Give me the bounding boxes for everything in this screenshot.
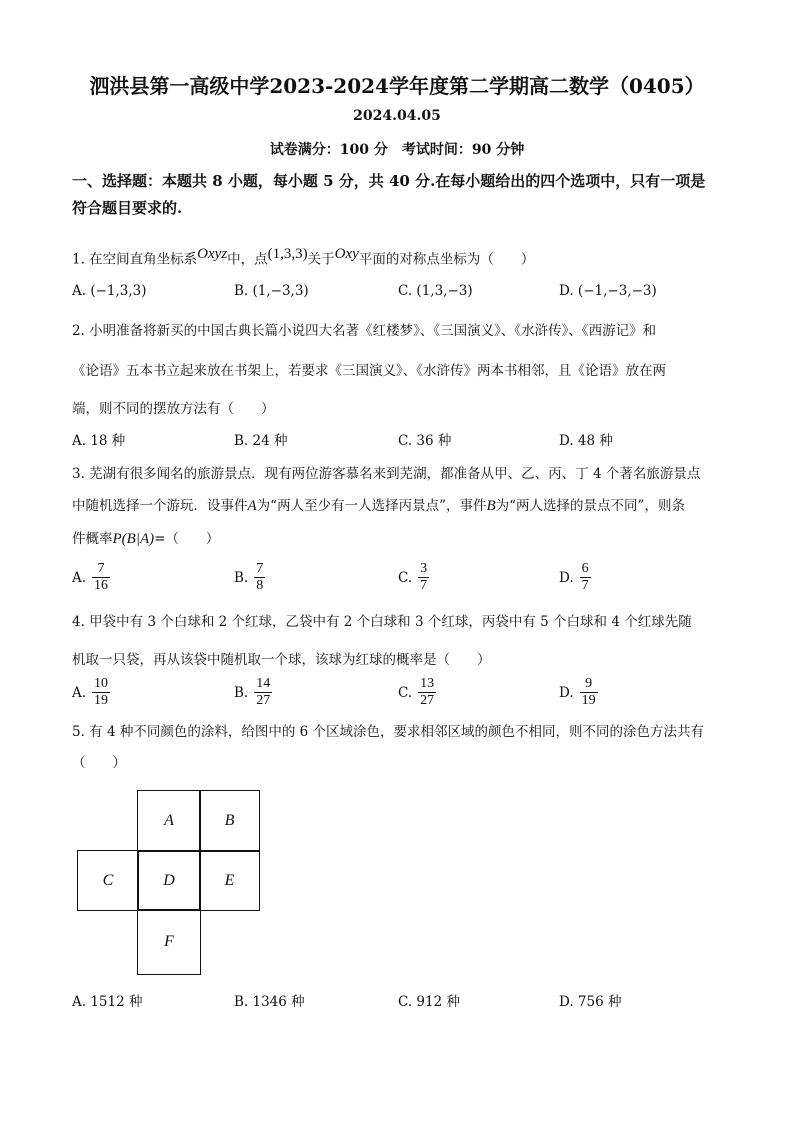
q1-text-3: 关于 [307,251,335,268]
region-f: F [137,909,201,975]
page-title: 泗洪县第一高级中学2023-2024学年度第二学期高二数学（0405） [89,74,705,98]
q4-option-b-fraction [254,676,272,709]
exam-meta: 试卷满分：100 分 考试时间：90 分钟 [269,142,525,158]
q4-option-a-label: A. [72,684,87,701]
q5-option-b[interactable]: B. 1346 种 [234,994,305,1010]
q5-option-c[interactable]: C. 912 种 [398,994,460,1010]
q1-option-b[interactable]: B. (1,−3,3) [234,283,309,299]
q3-c-num: 3 [420,561,428,576]
q2-line-2: 《论语》五本书立起来放在书架上，若要求《三国演义》、《水浒传》两本书相邻，且《论语》放在两 [72,363,666,379]
section-line-1: 一、选择题：本题共 8 小题，每小题 5 分，共 40 分.在每小题给出的四个选项中，只有一项是 [72,172,706,190]
q4-a-den: 19 [94,693,109,708]
q4-option-c-label: C. [398,684,413,701]
q3-option-b[interactable] [234,561,265,594]
q4-option-b-label: B. [234,684,249,701]
section-heading [72,168,732,222]
region-e: E [199,850,260,911]
q1-option-a[interactable]: A. (−1,3,3) [72,283,147,299]
q2-option-d[interactable]: D. 48 种 [559,433,613,449]
q4-d-den: 19 [581,693,596,708]
q3-line-1: 3. 芜湖有很多闻名的旅游景点．现有两位游客慕名来到芜湖，都准备从甲、乙、丙、丁 4 个著名旅游景点 [72,466,701,482]
q2-line-3: 端，则不同的摆放方法有（ ） [72,401,275,417]
q5-line-2: （ ） [72,755,126,771]
q3-event-a: A [247,498,257,514]
q3-text-2a: 中随机选择一个游玩．设事件 [72,498,248,514]
q3-option-a-label: A. [72,569,87,586]
q3-option-d[interactable] [559,561,591,594]
q1-option-d[interactable]: D. (−1,−3,−3) [559,283,657,299]
q2-option-a[interactable]: A. 18 种 [72,433,126,449]
q1-point: (1,3,3) [267,246,308,262]
q3-option-b-label: B. [234,569,249,586]
q4-line-1: 4. 甲袋中有 3 个白球和 2 个红球，乙袋中有 2 个白球和 3 个红球，丙袋中有 5 个白球和 4 个红球先随 [72,614,692,630]
q4-a-num: 10 [94,676,109,691]
q3-b-den: 8 [256,578,264,593]
region-c: C [77,850,139,911]
q3-option-c[interactable] [398,561,429,594]
q4-option-a-fraction [92,676,110,709]
q1-coord-system: Oxyz [197,246,228,262]
q3-text-2c: 为“两人选择的景点不同”，则条 [495,498,685,514]
q4-b-num: 14 [256,676,271,691]
q3-option-d-label: D. [559,569,574,586]
q4-c-num: 13 [420,676,435,691]
section-line-2: 符合题目要求的. [72,199,183,217]
q4-option-a[interactable] [72,676,110,709]
q3-line-2 [72,496,685,516]
q4-option-d[interactable] [559,676,598,709]
q4-d-num: 9 [580,676,598,693]
q3-text-3a: 件概率 [72,531,113,547]
q3-a-den: 16 [94,578,109,593]
q3-option-a-fraction [92,561,110,594]
q3-a-num: 7 [92,561,110,578]
q3-prob-expr: P(B|A) [112,531,155,547]
q4-option-b[interactable] [234,676,272,709]
q3-option-c-fraction [418,561,429,594]
q1-text-4: 平面的对称点坐标为（ ） [358,251,535,268]
q3-option-a[interactable] [72,561,110,594]
q3-text-3b: =（ ） [154,531,220,547]
q3-event-b: B [486,498,496,514]
q1-plane: Oxy [334,246,359,262]
question-1-stem [72,244,534,270]
q3-text-2b: 为“两人至少有一人选择丙景点”，事件 [256,498,487,514]
q3-option-d-fraction [580,561,591,594]
q4-option-d-fraction [580,676,598,709]
q4-option-c[interactable] [398,676,436,709]
q4-b-den: 27 [256,693,271,708]
q1-text-2: 中，点 [227,251,268,268]
q5-option-d[interactable]: D. 756 种 [559,994,622,1010]
q3-d-num: 6 [581,561,589,576]
q1-option-c[interactable]: C. (1,3,−3) [398,283,473,299]
q3-line-3 [72,529,219,549]
region-a: A [137,790,201,852]
region-d: D [137,850,201,911]
q3-c-den: 7 [420,578,428,593]
q4-option-c-fraction [418,676,436,709]
q3-option-c-label: C. [398,569,413,586]
q2-line-1: 2. 小明准备将新买的中国古典长篇小说四大名著《红楼梦》、《三国演义》、《水浒传》、《西游记》和 [72,323,657,339]
q3-d-den: 7 [581,578,589,593]
q4-c-den: 27 [420,693,435,708]
q4-line-2: 机取一只袋，再从该袋中随机取一个球，该球为红球的概率是（ ） [72,652,491,668]
q1-text-1: 1. 在空间直角坐标系 [72,251,198,268]
region-b: B [199,790,260,852]
q3-option-b-fraction [254,561,265,594]
q2-option-c[interactable]: C. 36 种 [398,433,452,449]
q4-option-d-label: D. [559,684,574,701]
q3-b-num: 7 [256,561,264,576]
q5-option-a[interactable]: A. 1512 种 [72,994,143,1010]
exam-date: 2024.04.05 [353,108,441,124]
q2-option-b[interactable]: B. 24 种 [234,433,288,449]
q5-line-1: 5. 有 4 种不同颜色的涂料，给图中的 6 个区域涂色，要求相邻区域的颜色不相同，则不同的涂色方法共有 [72,724,705,740]
